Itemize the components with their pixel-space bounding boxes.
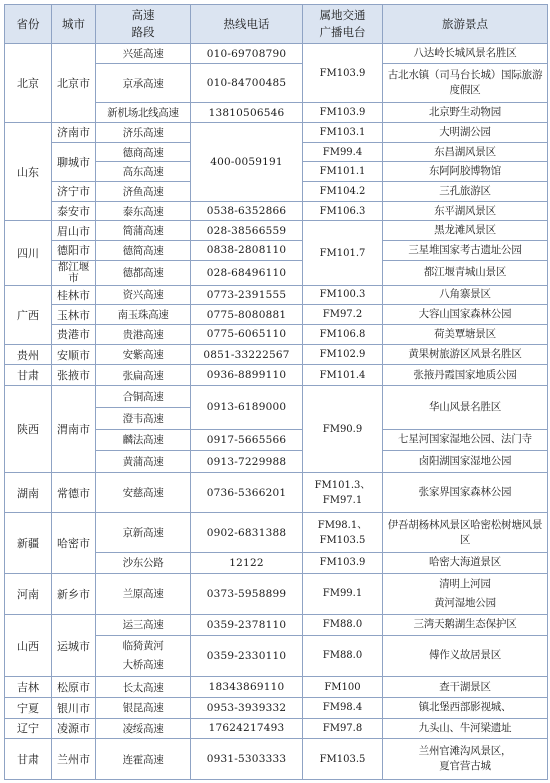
road-cell: 合铜高速 [96,386,191,408]
phone-cell: 0838-2808110 [191,241,303,261]
city-cell: 运城市 [52,615,96,677]
spot-cell: 镇北堡西部影视城、 [383,697,548,718]
radio-cell: FM99.4 [303,142,383,162]
city-cell: 桂林市 [52,285,96,305]
road-cell: 高东高速 [96,162,191,182]
road-cell [96,635,191,676]
spot-cell: 傅作义故居景区 [383,635,548,676]
city-cell: 松原市 [52,677,96,698]
province-cell: 陕西 [5,386,52,473]
city-cell: 张掖市 [52,365,96,386]
radio-cell: FM103.9 [303,552,383,573]
phone-cell: 028-68496110 [191,260,303,285]
spot-cell [383,573,548,614]
city-cell: 济南市 [52,123,96,143]
phone-cell: 0917-5665566 [191,429,303,451]
spot-cell: 古北水镇（司马台长城）国际旅游度假区 [383,64,548,103]
table-row [5,260,548,285]
radio-line1: FM98.1、 [317,519,368,531]
road-cell: 兰原高速 [96,573,191,614]
spot-cell: 黄果树旅游区风景名胜区 [383,344,548,365]
spot-cell: 黑龙滩风景区 [383,221,548,241]
city-cell: 玉林市 [52,305,96,325]
spot-cell: 三星堆国家考古遗址公园 [383,241,548,261]
spot-cell: 都江堰青城山景区 [383,260,548,285]
header-city: 城市 [52,5,96,44]
spot-line2: 黄河湿地公园 [434,596,496,609]
spot-cell: 三湾天鹅湖生态保护区 [383,615,548,636]
spot-cell: 九头山、牛河梁遗址 [383,718,548,739]
province-cell: 湖南 [5,473,52,513]
road-cell: 泰东高速 [96,201,191,221]
road-cell: 简蒲高速 [96,221,191,241]
header-spot: 旅游景点 [383,5,548,44]
spot-line1: 清明上河园 [439,577,491,590]
road-cell: 兴延高速 [96,44,191,64]
table-row [5,344,548,365]
radio-cell [303,513,383,552]
road-cell: 德都高速 [96,260,191,285]
table-row [5,677,548,698]
traffic-hotline-table [4,4,548,780]
spot-cell: 大容山国家森林公园 [383,305,548,325]
radio-cell: FM104.2 [303,182,383,202]
spot-cell: 张掖丹霞国家地质公园 [383,365,548,386]
phone-cell: 0359-2330110 [191,635,303,676]
phone-cell: 13810506546 [191,103,303,123]
road-cell: 安紫高速 [96,344,191,365]
phone-cell: 0902-6831388 [191,513,303,552]
road-line1: 临猗黄河 [122,639,164,652]
province-cell: 河南 [5,573,52,614]
city-cell: 泰安市 [52,201,96,221]
header-row [5,5,548,44]
spot-cell: 八角寨景区 [383,285,548,305]
road-cell: 德简高速 [96,241,191,261]
table-row [5,241,548,261]
radio-line2: FM103.5 [319,534,366,546]
radio-cell: FM88.0 [303,615,383,636]
province-cell: 四川 [5,221,52,285]
radio-cell: FM103.9 [303,44,383,103]
radio-cell: FM90.9 [303,386,383,473]
phone-cell: 0775-6065110 [191,324,303,344]
header-province: 省份 [5,5,52,44]
radio-cell: FM99.1 [303,573,383,614]
phone-cell: 028-38566559 [191,221,303,241]
radio-cell: FM101.4 [303,365,383,386]
city-cell: 眉山市 [52,221,96,241]
spot-cell: 三孔旅游区 [383,182,548,202]
table-row [5,739,548,780]
city-cell: 贵港市 [52,324,96,344]
spot-cell: 七星河国家湿地公园、法门寺 [383,429,548,451]
radio-cell: FM106.8 [303,324,383,344]
phone-cell: 17624217493 [191,718,303,739]
phone-cell: 0359-2378110 [191,615,303,636]
table-row [5,365,548,386]
city-cell: 兰州市 [52,739,96,780]
road-cell: 连霍高速 [96,739,191,780]
province-cell: 辽宁 [5,718,52,739]
header-radio [303,5,383,44]
radio-cell: FM101.1 [303,162,383,182]
spot-cell: 东阿阿胶博物馆 [383,162,548,182]
radio-cell: FM102.9 [303,344,383,365]
city-cell: 北京市 [52,44,96,123]
spot-cell: 卤阳湖国家湿地公园 [383,451,548,473]
city-cell: 常德市 [52,473,96,513]
phone-cell: 0373-5958899 [191,573,303,614]
road-cell: 张扁高速 [96,365,191,386]
road-cell: 京新高速 [96,513,191,552]
province-cell: 宁夏 [5,697,52,718]
phone-cell: 0851-33222567 [191,344,303,365]
city-cell: 哈密市 [52,513,96,573]
road-cell: 德商高速 [96,142,191,162]
phone-cell: 0931-5303333 [191,739,303,780]
province-cell: 甘肃 [5,365,52,386]
spot-line2: 夏官营古城 [439,760,491,773]
header-radio-line2: 广播电台 [319,25,366,40]
phone-cell: 0913-6189000 [191,386,303,430]
header-road [96,5,191,44]
spot-cell: 伊吾胡杨林风景区哈密松树塘风景区 [383,513,548,552]
phone-cell: 0736-5366201 [191,473,303,513]
road-cell: 安慈高速 [96,473,191,513]
radio-cell: FM100 [303,677,383,698]
spot-cell: 北京野生动物园 [383,103,548,123]
province-cell: 吉林 [5,677,52,698]
radio-cell: FM103.9 [303,103,383,123]
spot-cell: 荷美覃塘景区 [383,324,548,344]
province-cell: 甘肃 [5,739,52,780]
spot-line1: 兰州官滩沟风景区， [418,745,512,758]
table-row [5,473,548,513]
road-line2: 大桥高速 [122,658,164,671]
radio-line1: FM101.3、 [314,479,371,491]
road-cell: 澄韦高速 [96,407,191,429]
table-row [5,221,548,241]
city-cell: 都江堰市 [52,260,96,285]
radio-cell: FM98.4 [303,697,383,718]
table-row [5,615,548,636]
phone-cell: 0936-8899110 [191,365,303,386]
phone-cell: 010-69708790 [191,44,303,64]
road-cell: 京承高速 [96,64,191,103]
phone-cell: 0773-2391555 [191,285,303,305]
table-row [5,697,548,718]
province-cell: 山东 [5,123,52,221]
province-cell: 山西 [5,615,52,677]
spot-cell: 东昌湖风景区 [383,142,548,162]
city-cell: 安顺市 [52,344,96,365]
table-row [5,324,548,344]
spot-cell: 哈密大海道景区 [383,552,548,573]
table-row [5,201,548,221]
radio-cell: FM103.1 [303,123,383,143]
table-row [5,305,548,325]
road-cell: 沙东公路 [96,552,191,573]
table-row [5,123,548,143]
spot-cell [383,739,548,780]
road-cell: 麟法高速 [96,429,191,451]
table-row [5,386,548,408]
road-cell: 南玉珠高速 [96,305,191,325]
spot-cell: 张家界国家森林公园 [383,473,548,513]
header-road-line2: 路段 [131,25,155,40]
radio-line2: FM97.1 [322,494,363,506]
road-cell: 济鱼高速 [96,182,191,202]
radio-cell: FM101.7 [303,221,383,285]
province-cell: 北京 [5,44,52,123]
spot-cell: 东平湖风景区 [383,201,548,221]
phone-cell: 010-84700485 [191,64,303,103]
province-cell: 贵州 [5,344,52,365]
city-cell: 聊城市 [52,142,96,181]
header-hotline: 热线电话 [191,5,303,44]
road-cell: 资兴高速 [96,285,191,305]
province-cell: 广西 [5,285,52,344]
table-row [5,718,548,739]
radio-cell [303,473,383,513]
phone-cell: 18343869110 [191,677,303,698]
spot-cell: 八达岭长城风景名胜区 [383,44,548,64]
radio-cell: FM103.5 [303,739,383,780]
province-cell: 新疆 [5,513,52,573]
city-cell: 银川市 [52,697,96,718]
road-cell: 运三高速 [96,615,191,636]
table-row [5,44,548,64]
phone-cell: 0913-7229988 [191,451,303,473]
road-cell: 黄蒲高速 [96,451,191,473]
city-cell: 新乡市 [52,573,96,614]
city-cell: 凌源市 [52,718,96,739]
phone-cell: 400-0059191 [191,123,303,202]
road-cell: 长太高速 [96,677,191,698]
radio-cell: FM97.2 [303,305,383,325]
city-cell: 渭南市 [52,386,96,473]
road-cell: 凌绥高速 [96,718,191,739]
table-row [5,573,548,614]
radio-cell: FM106.3 [303,201,383,221]
table-row [5,285,548,305]
road-cell: 济乐高速 [96,123,191,143]
radio-cell: FM97.8 [303,718,383,739]
table-row [5,513,548,552]
road-cell: 银昆高速 [96,697,191,718]
road-cell: 贵港高速 [96,324,191,344]
road-cell: 新机场北线高速 [96,103,191,123]
phone-cell: 12122 [191,552,303,573]
radio-cell: FM100.3 [303,285,383,305]
spot-cell: 华山风景名胜区 [383,386,548,430]
phone-cell: 0538-6352866 [191,201,303,221]
city-cell: 德阳市 [52,241,96,261]
header-road-line1: 高速 [131,8,155,23]
spot-cell: 查干湖景区 [383,677,548,698]
phone-cell: 0953-3939332 [191,697,303,718]
spot-cell: 大明湖公园 [383,123,548,143]
phone-cell: 0775-8080881 [191,305,303,325]
city-cell: 济宁市 [52,182,96,202]
radio-cell: FM88.0 [303,635,383,676]
header-radio-line1: 属地交通 [319,8,366,23]
